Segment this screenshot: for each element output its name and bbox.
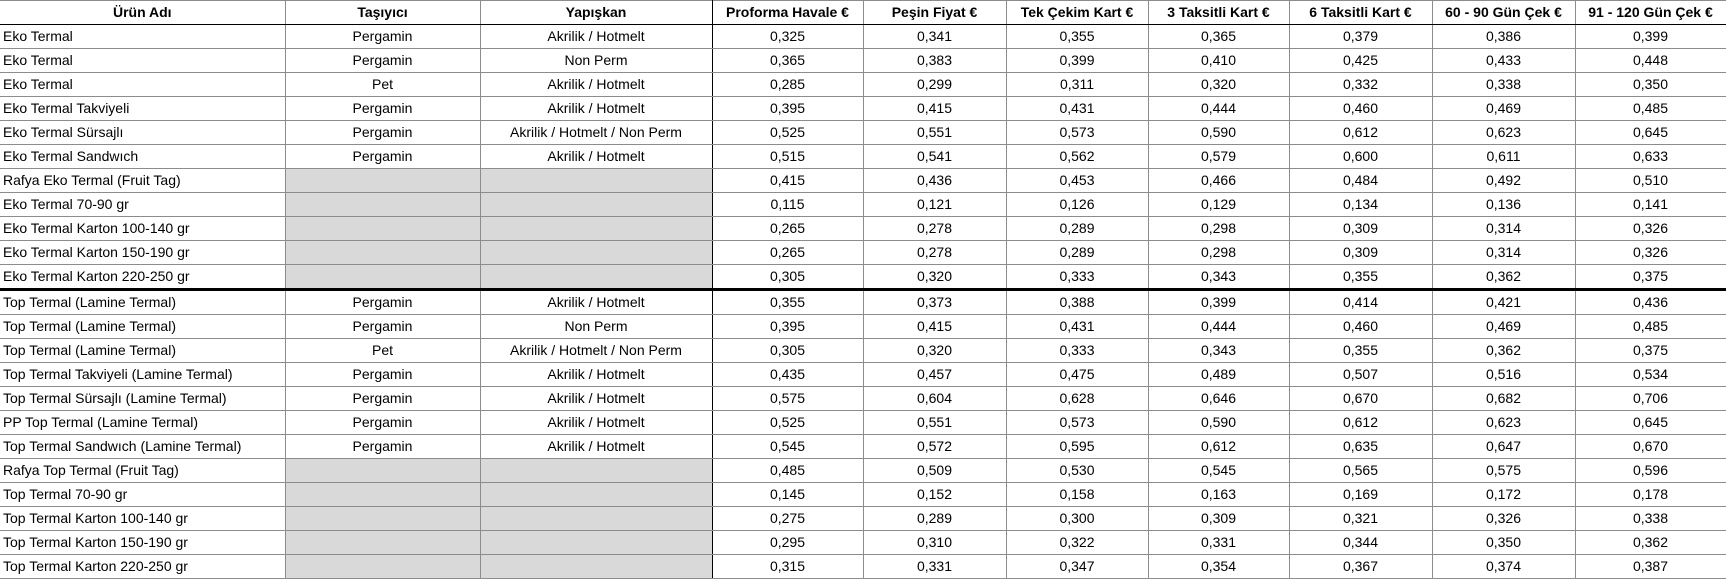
header-carrier: Taşıyıcı [285,1,480,25]
cell-price: 0,129 [1148,193,1289,217]
cell-price: 0,145 [712,483,863,507]
cell-adhesive: Akrilik / Hotmelt [480,411,712,435]
cell-price: 0,525 [712,411,863,435]
cell-price: 0,373 [863,290,1006,315]
cell-product-name: Eko Termal Takviyeli [0,97,285,121]
cell-product-name: Eko Termal Karton 100-140 gr [0,217,285,241]
cell-adhesive: Akrilik / Hotmelt [480,290,712,315]
cell-price: 0,289 [1006,241,1148,265]
cell-product-name: Eko Termal Karton 220-250 gr [0,265,285,290]
cell-carrier: Pergamin [285,363,480,387]
cell-adhesive: Akrilik / Hotmelt [480,25,712,49]
cell-product-name: Top Termal (Lamine Termal) [0,290,285,315]
cell-price: 0,278 [863,241,1006,265]
cell-price: 0,415 [712,169,863,193]
cell-price: 0,355 [712,290,863,315]
cell-adhesive [480,241,712,265]
table-body [0,25,1726,579]
table-row [0,411,1726,435]
table-row [0,459,1726,483]
cell-price: 0,395 [712,97,863,121]
cell-price: 0,169 [1289,483,1432,507]
table-row [0,49,1726,73]
cell-price: 0,278 [863,217,1006,241]
cell-carrier [285,507,480,531]
cell-price: 0,354 [1148,555,1289,579]
cell-price: 0,399 [1006,49,1148,73]
cell-price: 0,298 [1148,217,1289,241]
cell-carrier: Pergamin [285,435,480,459]
cell-price: 0,489 [1148,363,1289,387]
table-row [0,169,1726,193]
cell-carrier [285,241,480,265]
cell-price: 0,343 [1148,339,1289,363]
table-row [0,97,1726,121]
cell-adhesive [480,193,712,217]
cell-price: 0,275 [712,507,863,531]
cell-price: 0,460 [1289,97,1432,121]
cell-price: 0,325 [712,25,863,49]
cell-price: 0,485 [1575,315,1726,339]
cell-carrier [285,193,480,217]
cell-carrier: Pergamin [285,121,480,145]
cell-price: 0,158 [1006,483,1148,507]
cell-price: 0,534 [1575,363,1726,387]
cell-price: 0,121 [863,193,1006,217]
cell-price: 0,469 [1432,315,1575,339]
cell-price: 0,457 [863,363,1006,387]
cell-product-name: Eko Termal Karton 150-190 gr [0,241,285,265]
cell-product-name: Top Termal Sandwıch (Lamine Termal) [0,435,285,459]
cell-price: 0,414 [1289,290,1432,315]
header-proforma: Proforma Havale € [712,1,863,25]
cell-price: 0,485 [712,459,863,483]
cell-price: 0,310 [863,531,1006,555]
cell-price: 0,311 [1006,73,1148,97]
cell-price: 0,579 [1148,145,1289,169]
cell-price: 0,635 [1289,435,1432,459]
cell-price: 0,362 [1432,339,1575,363]
cell-price: 0,645 [1575,121,1726,145]
cell-product-name: Rafya Eko Termal (Fruit Tag) [0,169,285,193]
cell-adhesive [480,507,712,531]
cell-adhesive: Akrilik / Hotmelt [480,145,712,169]
cell-price: 0,163 [1148,483,1289,507]
cell-adhesive [480,555,712,579]
cell-adhesive [480,217,712,241]
cell-price: 0,530 [1006,459,1148,483]
cell-price: 0,355 [1289,339,1432,363]
table-row [0,507,1726,531]
cell-price: 0,509 [863,459,1006,483]
cell-price: 0,628 [1006,387,1148,411]
cell-price: 0,453 [1006,169,1148,193]
header-cheque91-120: 91 - 120 Gün Çek € [1575,1,1726,25]
table-row [0,339,1726,363]
cell-product-name: Top Termal Karton 150-190 gr [0,531,285,555]
cell-carrier [285,483,480,507]
cell-price: 0,115 [712,193,863,217]
header-row [0,1,1726,25]
cell-price: 0,367 [1289,555,1432,579]
cell-price: 0,315 [712,555,863,579]
cell-carrier: Pergamin [285,49,480,73]
cell-price: 0,507 [1289,363,1432,387]
cell-adhesive [480,265,712,290]
cell-price: 0,510 [1575,169,1726,193]
cell-product-name: Eko Termal [0,25,285,49]
cell-price: 0,596 [1575,459,1726,483]
cell-price: 0,595 [1006,435,1148,459]
cell-price: 0,126 [1006,193,1148,217]
cell-adhesive: Akrilik / Hotmelt [480,435,712,459]
cell-price: 0,152 [863,483,1006,507]
cell-price: 0,647 [1432,435,1575,459]
cell-price: 0,545 [712,435,863,459]
cell-price: 0,415 [863,315,1006,339]
cell-price: 0,565 [1289,459,1432,483]
cell-price: 0,320 [1148,73,1289,97]
cell-price: 0,492 [1432,169,1575,193]
cell-carrier [285,217,480,241]
cell-price: 0,612 [1148,435,1289,459]
cell-carrier: Pergamin [285,411,480,435]
cell-price: 0,134 [1289,193,1432,217]
cell-price: 0,444 [1148,315,1289,339]
cell-price: 0,289 [863,507,1006,531]
cell-price: 0,295 [712,531,863,555]
cell-price: 0,388 [1006,290,1148,315]
table-row [0,145,1726,169]
cell-price: 0,448 [1575,49,1726,73]
cell-price: 0,623 [1432,121,1575,145]
cell-adhesive: Non Perm [480,315,712,339]
cell-product-name: Top Termal Karton 220-250 gr [0,555,285,579]
cell-price: 0,362 [1432,265,1575,290]
cell-price: 0,350 [1432,531,1575,555]
cell-price: 0,300 [1006,507,1148,531]
header-card3: 3 Taksitli Kart € [1148,1,1289,25]
cell-price: 0,633 [1575,145,1726,169]
cell-price: 0,320 [863,339,1006,363]
cell-price: 0,682 [1432,387,1575,411]
cell-price: 0,410 [1148,49,1289,73]
cell-carrier [285,555,480,579]
cell-adhesive [480,483,712,507]
cell-carrier: Pergamin [285,145,480,169]
cell-price: 0,525 [712,121,863,145]
cell-price: 0,320 [863,265,1006,290]
cell-price: 0,415 [863,97,1006,121]
cell-price: 0,332 [1289,73,1432,97]
cell-product-name: Top Termal Sürsajlı (Lamine Termal) [0,387,285,411]
cell-price: 0,350 [1575,73,1726,97]
cell-carrier: Pet [285,339,480,363]
cell-price: 0,431 [1006,315,1148,339]
cell-price: 0,375 [1575,265,1726,290]
cell-price: 0,515 [712,145,863,169]
header-adhesive: Yapışkan [480,1,712,25]
cell-price: 0,545 [1148,459,1289,483]
cell-product-name: Top Termal Takviyeli (Lamine Termal) [0,363,285,387]
table-row [0,555,1726,579]
cell-price: 0,600 [1289,145,1432,169]
cell-price: 0,484 [1289,169,1432,193]
cell-price: 0,374 [1432,555,1575,579]
cell-price: 0,590 [1148,121,1289,145]
cell-price: 0,338 [1432,73,1575,97]
cell-price: 0,331 [1148,531,1289,555]
cell-price: 0,321 [1289,507,1432,531]
cell-price: 0,326 [1575,217,1726,241]
cell-carrier [285,459,480,483]
table-row [0,265,1726,290]
cell-adhesive: Non Perm [480,49,712,73]
cell-price: 0,347 [1006,555,1148,579]
table-row [0,73,1726,97]
cell-price: 0,612 [1289,411,1432,435]
cell-price: 0,706 [1575,387,1726,411]
cell-adhesive: Akrilik / Hotmelt [480,97,712,121]
cell-price: 0,178 [1575,483,1726,507]
cell-price: 0,425 [1289,49,1432,73]
cell-adhesive [480,169,712,193]
cell-price: 0,141 [1575,193,1726,217]
cell-product-name: Eko Termal [0,49,285,73]
cell-price: 0,309 [1289,241,1432,265]
cell-price: 0,365 [1148,25,1289,49]
cell-product-name: Eko Termal [0,73,285,97]
cell-price: 0,475 [1006,363,1148,387]
table-row [0,217,1726,241]
cell-product-name: Rafya Top Termal (Fruit Tag) [0,459,285,483]
cell-price: 0,551 [863,411,1006,435]
cell-product-name: PP Top Termal (Lamine Termal) [0,411,285,435]
table-row [0,531,1726,555]
cell-price: 0,289 [1006,217,1148,241]
cell-price: 0,670 [1289,387,1432,411]
cell-carrier: Pergamin [285,387,480,411]
cell-product-name: Eko Termal Sandwıch [0,145,285,169]
cell-price: 0,383 [863,49,1006,73]
cell-price: 0,322 [1006,531,1148,555]
cell-price: 0,362 [1575,531,1726,555]
cell-product-name: Top Termal (Lamine Termal) [0,339,285,363]
cell-price: 0,551 [863,121,1006,145]
cell-price: 0,431 [1006,97,1148,121]
cell-price: 0,573 [1006,411,1148,435]
table-row [0,483,1726,507]
table-row [0,387,1726,411]
cell-price: 0,265 [712,241,863,265]
cell-price: 0,562 [1006,145,1148,169]
cell-price: 0,612 [1289,121,1432,145]
cell-price: 0,435 [712,363,863,387]
cell-price: 0,421 [1432,290,1575,315]
cell-price: 0,433 [1432,49,1575,73]
table-row [0,121,1726,145]
cell-price: 0,355 [1289,265,1432,290]
cell-price: 0,309 [1148,507,1289,531]
cell-price: 0,326 [1575,241,1726,265]
cell-price: 0,331 [863,555,1006,579]
cell-price: 0,365 [712,49,863,73]
cell-price: 0,341 [863,25,1006,49]
cell-price: 0,646 [1148,387,1289,411]
cell-price: 0,590 [1148,411,1289,435]
cell-price: 0,611 [1432,145,1575,169]
cell-price: 0,436 [863,169,1006,193]
cell-adhesive: Akrilik / Hotmelt [480,363,712,387]
cell-price: 0,309 [1289,217,1432,241]
cell-carrier: Pergamin [285,290,480,315]
cell-carrier: Pergamin [285,315,480,339]
cell-price: 0,575 [1432,459,1575,483]
cell-price: 0,265 [712,217,863,241]
cell-adhesive: Akrilik / Hotmelt [480,73,712,97]
header-cash: Peşin Fiyat € [863,1,1006,25]
cell-price: 0,572 [863,435,1006,459]
cell-price: 0,285 [712,73,863,97]
header-card6: 6 Taksitli Kart € [1289,1,1432,25]
cell-carrier [285,169,480,193]
cell-product-name: Eko Termal 70-90 gr [0,193,285,217]
header-cheque60-90: 60 - 90 Gün Çek € [1432,1,1575,25]
cell-price: 0,541 [863,145,1006,169]
cell-price: 0,395 [712,315,863,339]
cell-price: 0,299 [863,73,1006,97]
cell-price: 0,326 [1432,507,1575,531]
cell-price: 0,436 [1575,290,1726,315]
cell-price: 0,645 [1575,411,1726,435]
table-row [0,25,1726,49]
cell-price: 0,305 [712,265,863,290]
table-row [0,193,1726,217]
table-row [0,315,1726,339]
cell-price: 0,604 [863,387,1006,411]
cell-price: 0,444 [1148,97,1289,121]
cell-price: 0,344 [1289,531,1432,555]
cell-price: 0,314 [1432,241,1575,265]
table-row [0,435,1726,459]
cell-carrier: Pet [285,73,480,97]
cell-carrier: Pergamin [285,97,480,121]
cell-price: 0,623 [1432,411,1575,435]
table-row [0,363,1726,387]
cell-product-name: Top Termal 70-90 gr [0,483,285,507]
cell-product-name: Top Termal (Lamine Termal) [0,315,285,339]
cell-price: 0,333 [1006,265,1148,290]
cell-price: 0,298 [1148,241,1289,265]
cell-price: 0,355 [1006,25,1148,49]
cell-price: 0,573 [1006,121,1148,145]
cell-price: 0,469 [1432,97,1575,121]
header-single-card: Tek Çekim Kart € [1006,1,1148,25]
cell-price: 0,485 [1575,97,1726,121]
cell-product-name: Top Termal Karton 100-140 gr [0,507,285,531]
cell-price: 0,516 [1432,363,1575,387]
cell-price: 0,670 [1575,435,1726,459]
cell-price: 0,172 [1432,483,1575,507]
cell-carrier [285,531,480,555]
cell-price: 0,399 [1575,25,1726,49]
cell-adhesive: Akrilik / Hotmelt / Non Perm [480,339,712,363]
cell-price: 0,387 [1575,555,1726,579]
cell-price: 0,338 [1575,507,1726,531]
cell-price: 0,343 [1148,265,1289,290]
header-name: Ürün Adı [0,1,285,25]
cell-price: 0,460 [1289,315,1432,339]
cell-price: 0,136 [1432,193,1575,217]
cell-adhesive: Akrilik / Hotmelt [480,387,712,411]
cell-price: 0,386 [1432,25,1575,49]
cell-price: 0,333 [1006,339,1148,363]
cell-adhesive [480,459,712,483]
cell-price: 0,399 [1148,290,1289,315]
cell-carrier [285,265,480,290]
cell-price: 0,466 [1148,169,1289,193]
cell-price: 0,575 [712,387,863,411]
cell-price: 0,375 [1575,339,1726,363]
cell-product-name: Eko Termal Sürsajlı [0,121,285,145]
cell-price: 0,314 [1432,217,1575,241]
cell-adhesive [480,531,712,555]
cell-carrier: Pergamin [285,25,480,49]
cell-price: 0,379 [1289,25,1432,49]
cell-price: 0,305 [712,339,863,363]
cell-adhesive: Akrilik / Hotmelt / Non Perm [480,121,712,145]
table-row [0,290,1726,315]
table-row [0,241,1726,265]
